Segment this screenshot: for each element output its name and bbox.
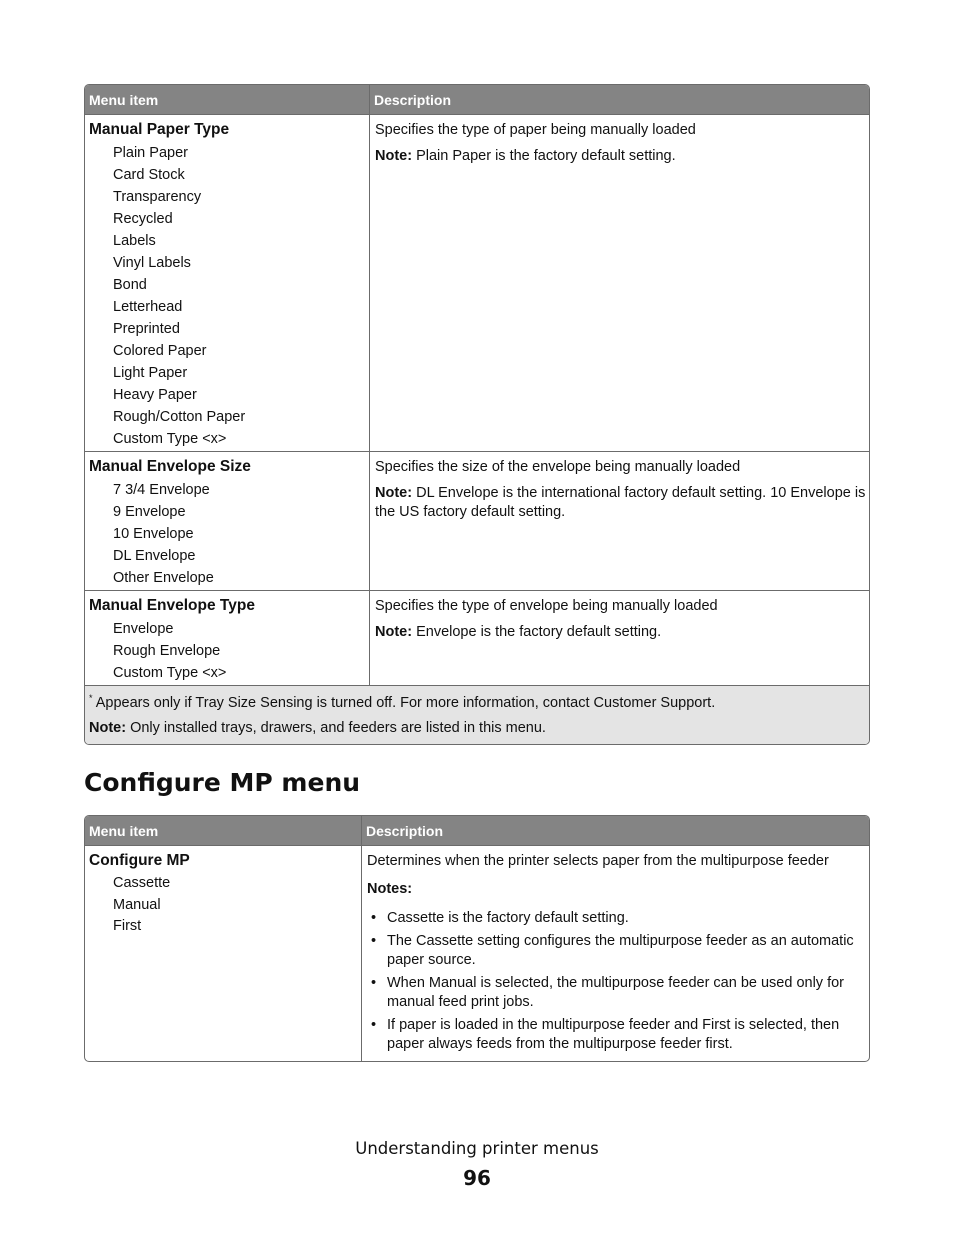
menu-option: 7 3/4 Envelope: [113, 482, 210, 498]
menu-item-cell: [85, 846, 362, 1061]
page-number: 96: [463, 1166, 491, 1190]
list-item: • Cassette is the factory default setting.: [367, 909, 866, 928]
note-body: Only installed trays, drawers, and feeders are listed in this menu.: [126, 720, 546, 736]
menu-option: 9 Envelope: [113, 504, 186, 520]
table-row: [85, 591, 869, 686]
menu-option: First: [113, 918, 142, 934]
header-menu-item: Menu item: [85, 816, 362, 845]
note-text: [375, 623, 866, 642]
menu-option: Preprinted: [113, 321, 180, 337]
page-footer-title: Understanding printer menus: [355, 1139, 599, 1158]
table-row: [85, 115, 869, 452]
header-description: Description: [374, 92, 452, 108]
note-text: [375, 484, 866, 522]
menu-table-2: [84, 815, 870, 1062]
menu-option: Custom Type <x>: [113, 665, 227, 681]
note-body: Envelope is the factory default setting.: [412, 624, 662, 640]
description-cell: [370, 591, 869, 685]
description-text: Specifies the size of the envelope being manually loaded: [375, 459, 741, 475]
notes-list: [367, 909, 866, 1054]
menu-item-title: Configure MP: [89, 852, 190, 869]
menu-item-cell: [85, 115, 370, 451]
menu-option: Recycled: [113, 211, 173, 227]
table-row: [85, 846, 869, 1061]
menu-option: Manual: [113, 896, 161, 913]
menu-item-title: Manual Paper Type: [89, 121, 230, 138]
note-body: DL Envelope is the international factory default setting. 10 Envelope is the US factory default setting.: [375, 485, 866, 520]
menu-option: Envelope: [113, 621, 174, 637]
note-body: Plain Paper is the factory default setting.: [412, 148, 676, 164]
section-title: Configure MP menu: [84, 768, 361, 797]
description-text: Specifies the type of envelope being manually loaded: [375, 598, 718, 614]
menu-option: Other Envelope: [113, 570, 214, 586]
footnote-marker: *: [89, 693, 93, 704]
menu-option: Vinyl Labels: [113, 255, 191, 271]
menu-option: DL Envelope: [113, 548, 196, 564]
description-cell: [362, 846, 869, 1061]
table-row: [85, 452, 869, 591]
menu-option: Colored Paper: [113, 343, 207, 359]
footnote-body: Appears only if Tray Size Sensing is turned off. For more information, contact Customer Support.: [92, 695, 716, 711]
notes-label: Notes:: [367, 881, 413, 897]
menu-option: Custom Type <x>: [113, 431, 227, 447]
menu-option: Plain Paper: [113, 145, 188, 161]
table-header: [85, 85, 869, 115]
menu-option: Labels: [113, 233, 156, 249]
menu-item-title: Manual Envelope Size: [89, 458, 251, 475]
menu-table-1: [84, 84, 870, 745]
menu-option: Rough Envelope: [113, 643, 221, 659]
note-label: Note:: [89, 720, 127, 736]
menu-item-title: Manual Envelope Type: [89, 597, 255, 614]
menu-option: Transparency: [113, 189, 202, 205]
footnote-note: [89, 716, 865, 741]
description-cell: [370, 115, 869, 451]
menu-option: 10 Envelope: [113, 526, 194, 542]
list-item: • The Cassette setting configures the multipurpose feeder as an automatic paper source.: [367, 932, 866, 970]
header-menu-item: Menu item: [85, 85, 370, 114]
menu-option: Light Paper: [113, 365, 188, 381]
note-text: [375, 147, 866, 166]
menu-option: Letterhead: [113, 299, 183, 315]
list-item: • If paper is loaded in the multipurpose feeder and First is selected, then paper always feeds from the multipurpose feeder first.: [367, 1016, 866, 1054]
description-cell: [370, 452, 869, 590]
note-label: Note:: [375, 624, 413, 640]
menu-item-cell: [85, 591, 370, 685]
menu-option: Rough/Cotton Paper: [113, 409, 246, 425]
header-description: Description: [366, 823, 444, 839]
menu-option: Card Stock: [113, 167, 185, 183]
footnote-text: [89, 691, 865, 716]
description-text: Specifies the type of paper being manually loaded: [375, 122, 696, 138]
menu-option: Heavy Paper: [113, 387, 197, 403]
note-label: Note:: [375, 148, 413, 164]
table-header: [85, 816, 869, 846]
menu-item-cell: [85, 452, 370, 590]
menu-option: Bond: [113, 277, 147, 293]
menu-option: Cassette: [113, 875, 171, 891]
description-text: Determines when the printer selects paper from the multipurpose feeder: [367, 853, 829, 869]
list-item: • When Manual is selected, the multipurpose feeder can be used only for manual feed print jobs.: [367, 974, 866, 1012]
note-label: Note:: [375, 485, 413, 501]
footnote-row: [85, 686, 869, 744]
